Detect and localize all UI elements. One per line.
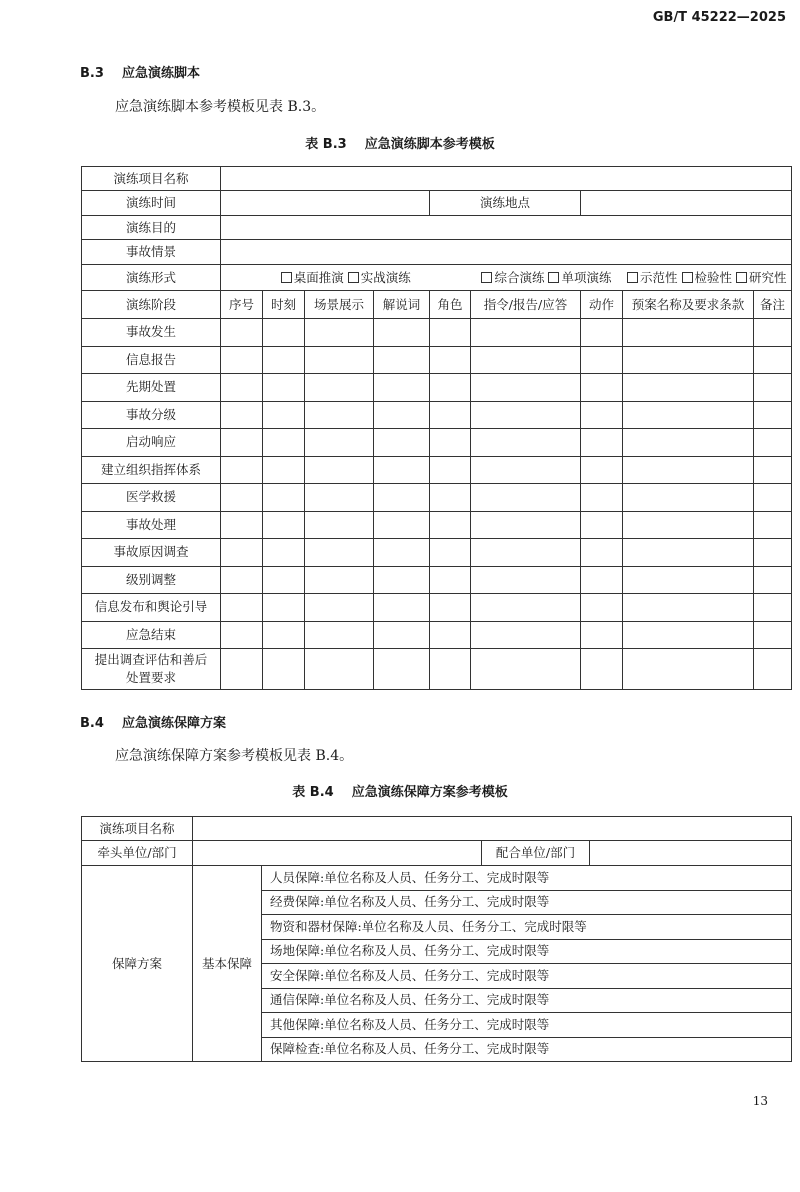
table-row xyxy=(82,594,792,622)
empty-cell xyxy=(263,456,305,484)
empty-cell xyxy=(221,594,263,622)
empty-cell xyxy=(471,566,581,594)
purpose-label: 演练目的 xyxy=(82,216,221,240)
section-b3-heading xyxy=(80,62,200,81)
empty-cell xyxy=(221,621,263,649)
empty-cell xyxy=(305,539,374,567)
table-row xyxy=(82,817,792,841)
empty-cell xyxy=(754,374,792,402)
form-options-group-3 xyxy=(623,265,792,291)
caption-number: 表 B.4 xyxy=(292,785,334,800)
empty-cell xyxy=(374,539,430,567)
caption-title: 应急演练保障方案参考模板 xyxy=(351,785,508,800)
plan-item: 保障检查:单位名称及人员、任务分工、完成时限等 xyxy=(262,1037,792,1062)
plan-item: 人员保障:单位名称及人员、任务分工、完成时限等 xyxy=(262,866,792,891)
standard-number: GB/T 45222—2025 xyxy=(652,10,786,25)
empty-cell xyxy=(471,511,581,539)
form-options-group-1 xyxy=(221,265,471,291)
empty-cell xyxy=(581,594,623,622)
empty-cell xyxy=(430,594,471,622)
table-row xyxy=(82,240,792,265)
location-label: 演练地点 xyxy=(430,191,581,216)
empty-cell xyxy=(263,484,305,512)
empty-cell xyxy=(305,401,374,429)
empty-cell xyxy=(430,621,471,649)
column-header: 预案名称及要求条款 xyxy=(623,291,754,319)
empty-cell xyxy=(221,649,263,690)
empty-cell xyxy=(581,456,623,484)
table-row xyxy=(82,191,792,216)
plan-item: 通信保障:单位名称及人员、任务分工、完成时限等 xyxy=(262,988,792,1013)
empty-cell xyxy=(754,621,792,649)
plan-item: 物资和器材保障:单位名称及人员、任务分工、完成时限等 xyxy=(262,915,792,940)
table-b4 xyxy=(81,816,792,1062)
stage-cell: 事故原因调查 xyxy=(82,539,221,567)
empty-cell xyxy=(754,346,792,374)
empty-cell xyxy=(623,621,754,649)
empty-cell xyxy=(581,429,623,457)
empty-cell xyxy=(221,429,263,457)
stage-cell: 启动响应 xyxy=(82,429,221,457)
coop-unit-label: 配合单位/部门 xyxy=(482,841,590,866)
empty-cell xyxy=(263,374,305,402)
stage-cell: 建立组织指挥体系 xyxy=(82,456,221,484)
empty-cell xyxy=(374,484,430,512)
table-row xyxy=(82,346,792,374)
empty-cell xyxy=(305,346,374,374)
empty-cell xyxy=(581,539,623,567)
table-row xyxy=(82,401,792,429)
empty-cell xyxy=(221,319,263,347)
column-header: 场景展示 xyxy=(305,291,374,319)
empty-cell xyxy=(374,456,430,484)
column-header: 备注 xyxy=(754,291,792,319)
empty-cell xyxy=(581,346,623,374)
empty-cell xyxy=(263,511,305,539)
empty-cell xyxy=(305,566,374,594)
empty-cell xyxy=(471,456,581,484)
empty-cell xyxy=(581,374,623,402)
empty-cell xyxy=(305,429,374,457)
section-b4-heading xyxy=(80,712,226,731)
checkbox-icon xyxy=(348,272,359,283)
option-label: 检验性 xyxy=(694,269,733,285)
empty-cell xyxy=(471,374,581,402)
table-row xyxy=(82,374,792,402)
checkbox-icon xyxy=(548,272,559,283)
empty-cell xyxy=(430,511,471,539)
coop-unit-value xyxy=(590,841,792,866)
empty-cell xyxy=(471,346,581,374)
empty-cell xyxy=(305,621,374,649)
empty-cell xyxy=(221,511,263,539)
empty-cell xyxy=(305,319,374,347)
empty-cell xyxy=(754,401,792,429)
empty-cell xyxy=(581,566,623,594)
empty-cell xyxy=(581,319,623,347)
empty-cell xyxy=(430,484,471,512)
table-header-row xyxy=(82,291,792,319)
empty-cell xyxy=(263,621,305,649)
table-row xyxy=(82,216,792,240)
stage-cell: 事故分级 xyxy=(82,401,221,429)
empty-cell xyxy=(430,374,471,402)
table-row xyxy=(82,866,792,891)
empty-cell xyxy=(471,621,581,649)
form-options-group-2 xyxy=(471,265,623,291)
checkbox-icon xyxy=(627,272,638,283)
checkbox-icon xyxy=(481,272,492,283)
column-header: 时刻 xyxy=(263,291,305,319)
empty-cell xyxy=(754,649,792,690)
checkbox-icon xyxy=(736,272,747,283)
empty-cell xyxy=(374,621,430,649)
scenario-label: 事故情景 xyxy=(82,240,221,265)
stage-cell: 提出调查评估和善后处置要求 xyxy=(82,649,221,690)
checkbox-icon xyxy=(682,272,693,283)
scenario-value xyxy=(221,240,792,265)
table-row xyxy=(82,429,792,457)
empty-cell xyxy=(374,346,430,374)
empty-cell xyxy=(754,539,792,567)
empty-cell xyxy=(471,484,581,512)
column-header: 解说词 xyxy=(374,291,430,319)
empty-cell xyxy=(754,429,792,457)
lead-unit-label: 牵头单位/部门 xyxy=(82,841,193,866)
empty-cell xyxy=(623,594,754,622)
empty-cell xyxy=(305,511,374,539)
location-value xyxy=(581,191,792,216)
page-number: 13 xyxy=(752,1094,768,1108)
option-label: 研究性 xyxy=(749,269,787,285)
caption-number: 表 B.3 xyxy=(305,137,347,152)
time-label: 演练时间 xyxy=(82,191,221,216)
project-name-label: 演练项目名称 xyxy=(82,817,193,841)
stage-rows xyxy=(82,319,792,690)
empty-cell xyxy=(374,511,430,539)
empty-cell xyxy=(471,594,581,622)
stage-cell: 事故发生 xyxy=(82,319,221,347)
table-row xyxy=(82,649,792,690)
lead-unit-value xyxy=(193,841,482,866)
empty-cell xyxy=(623,374,754,402)
basic-label: 基本保障 xyxy=(193,866,262,1062)
empty-cell xyxy=(581,401,623,429)
empty-cell xyxy=(754,456,792,484)
empty-cell xyxy=(221,484,263,512)
time-value xyxy=(221,191,430,216)
empty-cell xyxy=(430,566,471,594)
section-title: 应急演练脚本 xyxy=(122,66,201,81)
stage-label: 演练阶段 xyxy=(82,291,221,319)
empty-cell xyxy=(623,401,754,429)
stage-cell: 信息发布和舆论引导 xyxy=(82,594,221,622)
empty-cell xyxy=(430,649,471,690)
project-name-value xyxy=(193,817,792,841)
plan-item: 经费保障:单位名称及人员、任务分工、完成时限等 xyxy=(262,890,792,915)
plan-rows xyxy=(82,866,792,1062)
empty-cell xyxy=(305,374,374,402)
empty-cell xyxy=(623,484,754,512)
option-label: 综合演练 xyxy=(494,269,545,285)
checkbox-icon xyxy=(281,272,292,283)
empty-cell xyxy=(263,539,305,567)
option-label: 实战演练 xyxy=(360,269,411,285)
stage-cell: 级别调整 xyxy=(82,566,221,594)
empty-cell xyxy=(754,319,792,347)
table-row xyxy=(82,566,792,594)
empty-cell xyxy=(471,429,581,457)
empty-cell xyxy=(581,621,623,649)
empty-cell xyxy=(471,649,581,690)
empty-cell xyxy=(471,401,581,429)
project-name-value xyxy=(221,167,792,191)
empty-cell xyxy=(221,539,263,567)
empty-cell xyxy=(430,401,471,429)
empty-cell xyxy=(581,511,623,539)
option-label: 示范性 xyxy=(640,269,678,285)
empty-cell xyxy=(374,319,430,347)
table-row xyxy=(82,456,792,484)
empty-cell xyxy=(263,594,305,622)
empty-cell xyxy=(430,346,471,374)
section-number: B.4 xyxy=(80,716,104,731)
empty-cell xyxy=(581,649,623,690)
empty-cell xyxy=(305,594,374,622)
column-header: 动作 xyxy=(581,291,623,319)
empty-cell xyxy=(430,319,471,347)
stage-cell: 信息报告 xyxy=(82,346,221,374)
empty-cell xyxy=(430,429,471,457)
empty-cell xyxy=(374,374,430,402)
empty-cell xyxy=(263,319,305,347)
empty-cell xyxy=(623,566,754,594)
empty-cell xyxy=(374,649,430,690)
empty-cell xyxy=(374,429,430,457)
stage-cell: 事故处理 xyxy=(82,511,221,539)
empty-cell xyxy=(623,649,754,690)
empty-cell xyxy=(221,374,263,402)
table-row xyxy=(82,511,792,539)
empty-cell xyxy=(263,649,305,690)
empty-cell xyxy=(221,566,263,594)
stage-cell: 医学救援 xyxy=(82,484,221,512)
empty-cell xyxy=(263,346,305,374)
plan-label: 保障方案 xyxy=(82,866,193,1062)
column-header: 指令/报告/应答 xyxy=(471,291,581,319)
column-header: 角色 xyxy=(430,291,471,319)
empty-cell xyxy=(374,401,430,429)
empty-cell xyxy=(221,456,263,484)
section-title: 应急演练保障方案 xyxy=(122,716,227,731)
table-row xyxy=(82,167,792,191)
table-row xyxy=(82,265,792,291)
empty-cell xyxy=(221,346,263,374)
empty-cell xyxy=(305,456,374,484)
table-row xyxy=(82,621,792,649)
empty-cell xyxy=(471,319,581,347)
plan-item: 其他保障:单位名称及人员、任务分工、完成时限等 xyxy=(262,1013,792,1038)
table-row xyxy=(82,539,792,567)
plan-item: 场地保障:单位名称及人员、任务分工、完成时限等 xyxy=(262,939,792,964)
empty-cell xyxy=(263,429,305,457)
section-number: B.3 xyxy=(80,66,104,81)
table-b3-caption xyxy=(0,133,800,152)
table-row xyxy=(82,319,792,347)
empty-cell xyxy=(471,539,581,567)
section-b3-intro: 应急演练脚本参考模板见表 B.3。 xyxy=(115,99,326,115)
empty-cell xyxy=(263,401,305,429)
section-b4-intro: 应急演练保障方案参考模板见表 B.4。 xyxy=(115,748,354,764)
caption-title: 应急演练脚本参考模板 xyxy=(364,137,495,152)
empty-cell xyxy=(430,456,471,484)
project-name-label: 演练项目名称 xyxy=(82,167,221,191)
table-b4-caption xyxy=(0,781,800,800)
empty-cell xyxy=(754,566,792,594)
purpose-value xyxy=(221,216,792,240)
column-header: 序号 xyxy=(221,291,263,319)
empty-cell xyxy=(623,319,754,347)
form-label: 演练形式 xyxy=(82,265,221,291)
empty-cell xyxy=(374,566,430,594)
stage-cell: 先期处置 xyxy=(82,374,221,402)
option-label: 桌面推演 xyxy=(293,269,344,285)
empty-cell xyxy=(754,484,792,512)
table-b3 xyxy=(81,166,792,690)
empty-cell xyxy=(754,594,792,622)
empty-cell xyxy=(305,484,374,512)
table-row xyxy=(82,841,792,866)
plan-item: 安全保障:单位名称及人员、任务分工、完成时限等 xyxy=(262,964,792,989)
table-row xyxy=(82,484,792,512)
empty-cell xyxy=(263,566,305,594)
empty-cell xyxy=(623,511,754,539)
empty-cell xyxy=(581,484,623,512)
empty-cell xyxy=(305,649,374,690)
empty-cell xyxy=(430,539,471,567)
stage-cell: 应急结束 xyxy=(82,621,221,649)
empty-cell xyxy=(754,511,792,539)
empty-cell xyxy=(221,401,263,429)
empty-cell xyxy=(623,429,754,457)
empty-cell xyxy=(374,594,430,622)
empty-cell xyxy=(623,456,754,484)
empty-cell xyxy=(623,539,754,567)
empty-cell xyxy=(623,346,754,374)
option-label: 单项演练 xyxy=(561,269,612,285)
